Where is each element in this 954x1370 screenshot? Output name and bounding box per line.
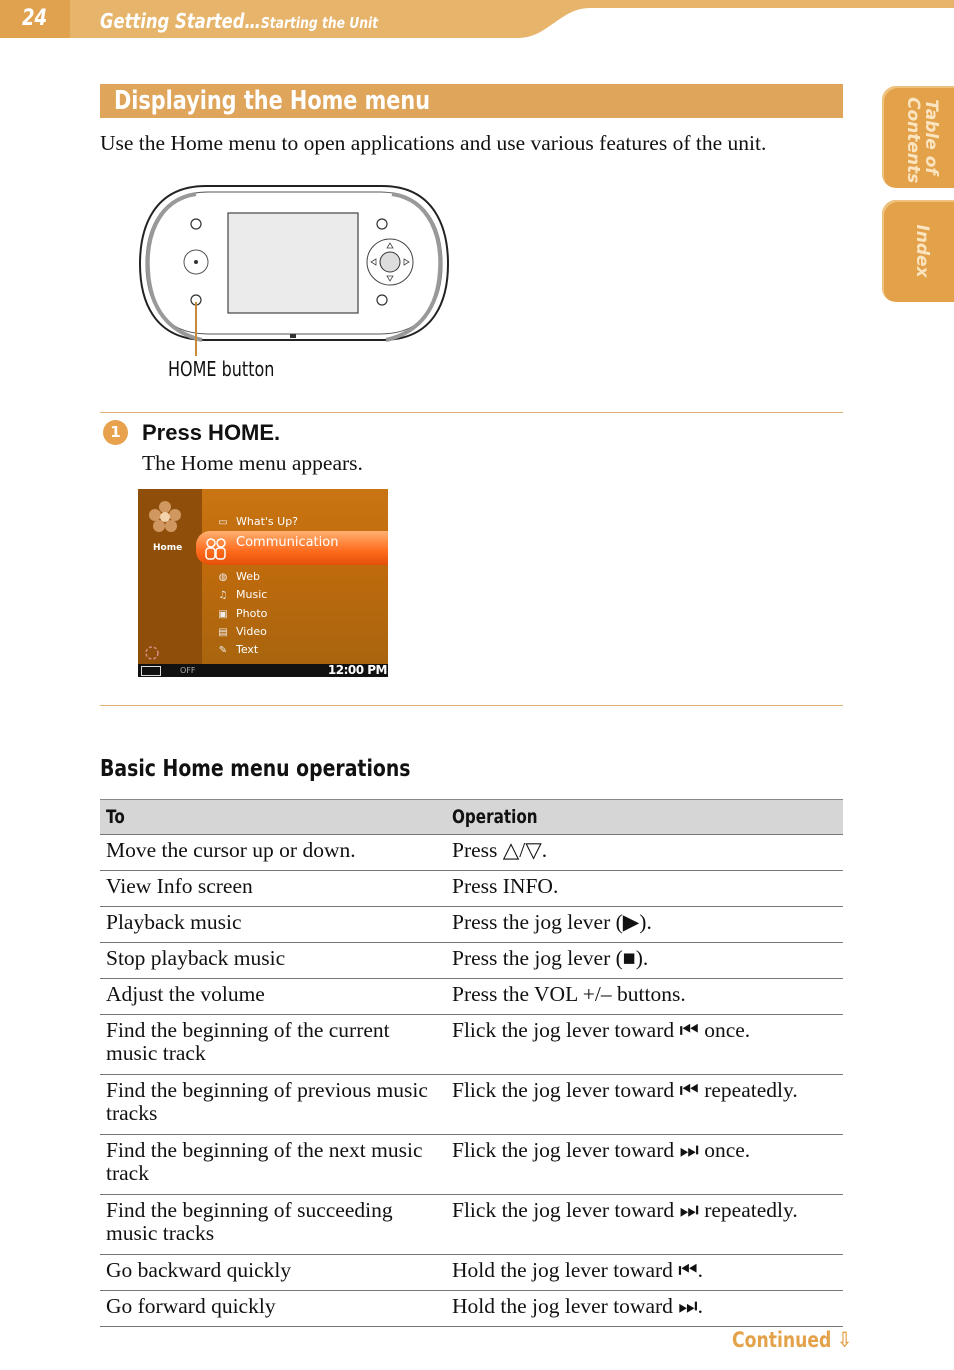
table-cell: Playback music [100,907,446,943]
table-row [100,1255,843,1291]
table-row [100,943,843,979]
menu-item-text[interactable]: Text [236,643,259,656]
home-flower-icon [147,499,183,535]
clock: 12:00 PM [327,663,387,677]
home-panel-title: Home [153,543,183,553]
home-menu-screenshot [138,489,388,677]
header-subtitle: Starting the Unit [260,14,379,32]
step-title: Press HOME. [142,420,281,445]
settings-flower-icon [144,645,160,661]
table-cell: Flick the jog lever toward ⏮ once. [446,1015,843,1075]
video-icon: ▤ [218,627,228,638]
table-row [100,835,843,871]
wifi-status: OFF [180,666,196,675]
page-number: 24 [22,6,48,31]
table-row [100,1135,843,1195]
table-cell: Move the cursor up or down. [100,835,446,871]
communication-icon [204,535,228,561]
table-cell: Press INFO. [446,871,843,907]
table-cell: Go backward quickly [100,1255,446,1291]
table-cell: Press the VOL +/– buttons. [446,979,843,1015]
table-cell: Find the beginning of the next music track [100,1135,446,1195]
divider [100,412,843,413]
table-cell: Find the beginning of succeeding music tracks [100,1195,446,1255]
table-cell: Find the beginning of previous music tracks [100,1075,446,1135]
table-row [100,1291,843,1327]
table-row [100,1015,843,1075]
table-heading: Basic Home menu operations [100,756,411,782]
operations-table [100,799,843,1327]
table-cell: Adjust the volume [100,979,446,1015]
table-cell: Flick the jog lever toward ⏮ repeatedly. [446,1075,843,1135]
web-icon: ◍ [218,572,228,583]
table-cell: Press △/▽. [446,835,843,871]
divider [100,705,843,706]
table-cell: Go forward quickly [100,1291,446,1327]
continued-link[interactable]: Continued ⇩ [732,1328,852,1352]
battery-icon [141,666,161,676]
header-title [100,9,378,33]
text-icon: ✎ [218,645,228,656]
tab-table-of-contents[interactable] [882,86,954,188]
table-row [100,979,843,1015]
table-row [100,907,843,943]
section-title: Displaying the Home menu [114,86,431,116]
table-row [100,1075,843,1135]
tab-index[interactable] [882,200,954,302]
menu-item-photo[interactable]: Photo [236,607,268,620]
column-header-to: To [100,800,446,835]
table-cell: Stop playback music [100,943,446,979]
device-illustration [136,180,452,362]
step-number-badge: 1 [103,420,128,445]
menu-item-web[interactable]: Web [236,570,260,583]
music-icon: ♫ [218,590,228,601]
home-button-callout: HOME button [168,357,275,381]
whats-up-icon: ▭ [218,517,228,528]
menu-item-music[interactable]: Music [236,588,268,601]
table-cell: Find the beginning of the current music track [100,1015,446,1075]
menu-item-communication[interactable]: Communication [236,535,339,550]
menu-item-whats-up[interactable]: What's Up? [236,515,299,528]
column-header-operation: Operation [446,800,843,835]
home-left-panel [138,489,202,665]
table-header-row [100,800,843,835]
table-cell: Flick the jog lever toward ⏭ repeatedly. [446,1195,843,1255]
table-cell: Hold the jog lever toward ⏮. [446,1255,843,1291]
table-cell: Hold the jog lever toward ⏭. [446,1291,843,1327]
menu-item-video[interactable]: Video [236,625,267,638]
photo-icon: ▣ [218,609,228,620]
tab-index-label: Index [912,224,932,278]
table-cell: Press the jog lever (■). [446,943,843,979]
header-chapter: Getting Started… [100,9,261,33]
table-row [100,1195,843,1255]
intro-text: Use the Home menu to open applications and use various features of the unit. [100,131,767,155]
table-cell: Press the jog lever (▶). [446,907,843,943]
step-description: The Home menu appears. [142,451,363,475]
table-row [100,871,843,907]
table-cell: View Info screen [100,871,446,907]
table-cell: Flick the jog lever toward ⏭ once. [446,1135,843,1195]
tab-toc-label: Table of Contents [903,97,941,184]
